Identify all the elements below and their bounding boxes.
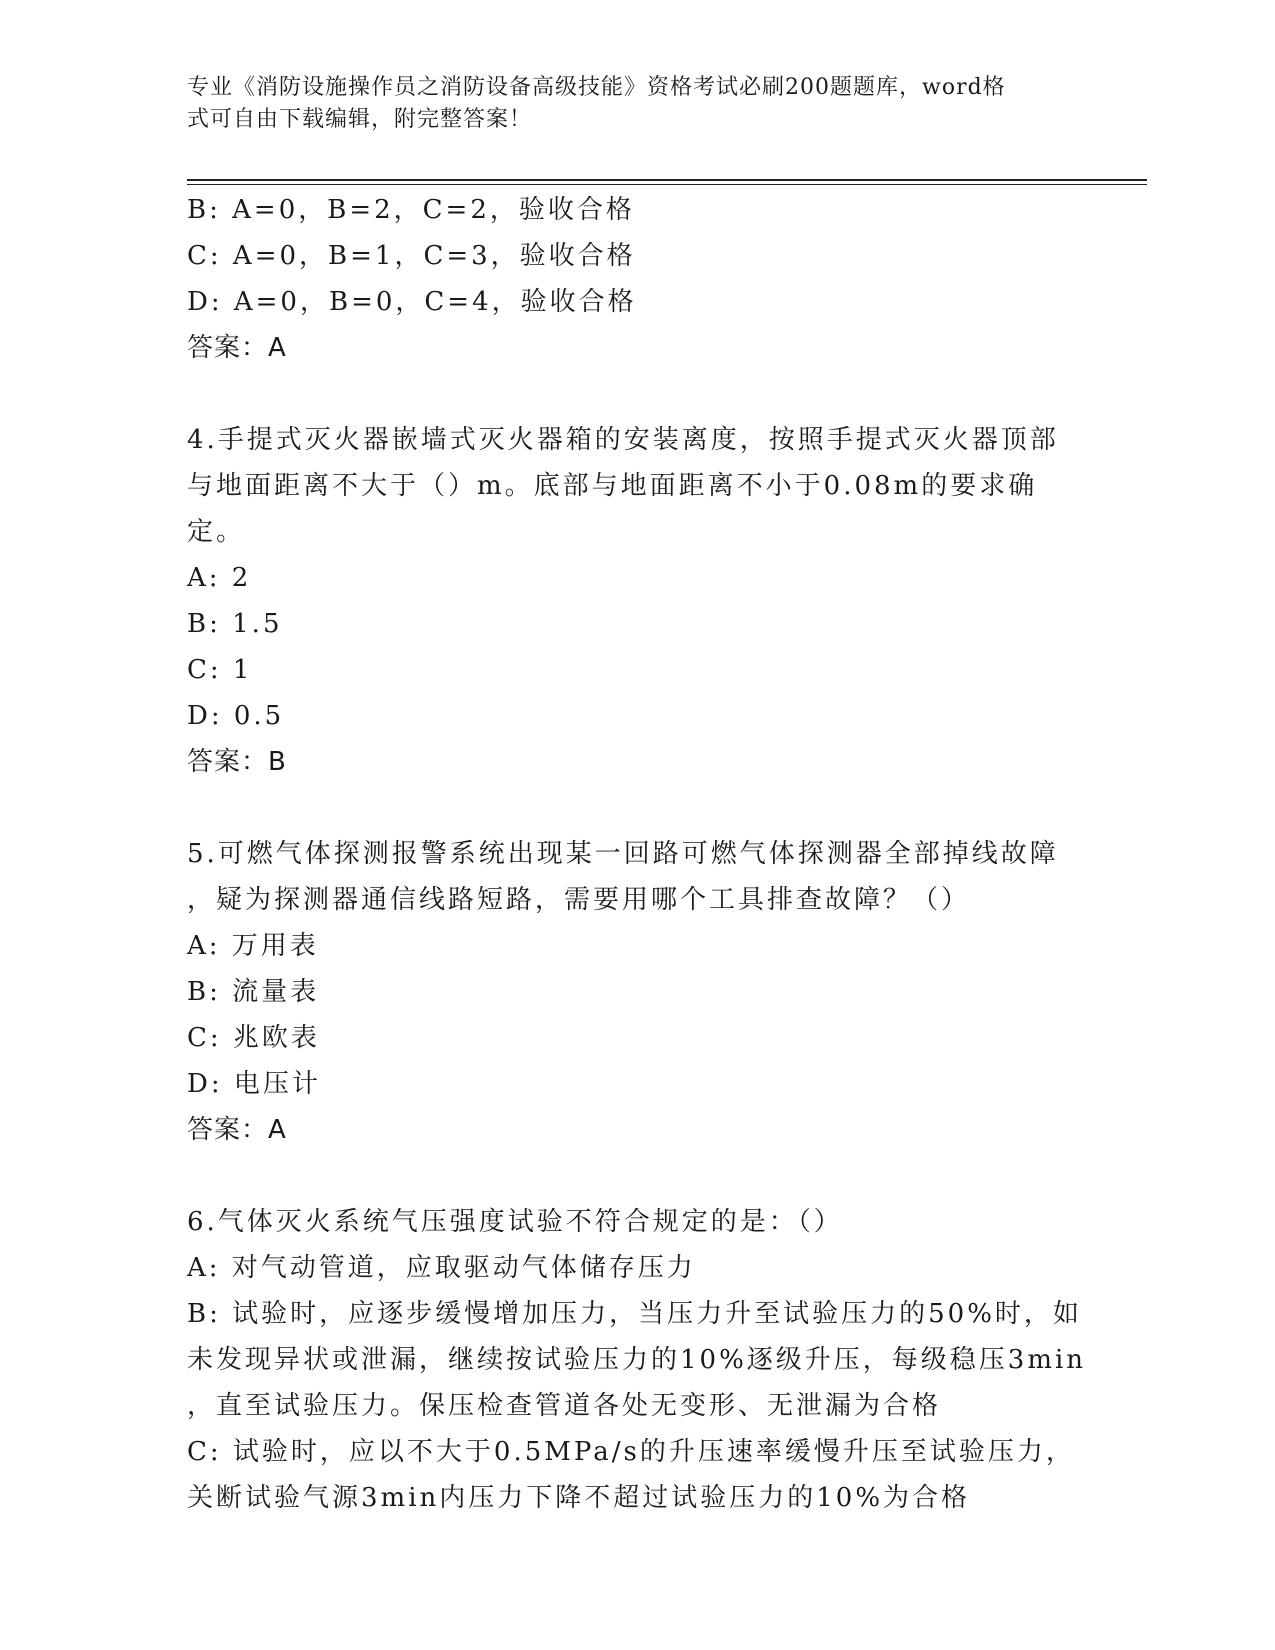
option-d: D: 电压计 bbox=[187, 1069, 321, 1099]
option-a: A: 2 bbox=[187, 563, 252, 593]
answer: 答案：A bbox=[187, 333, 287, 363]
spacer bbox=[187, 371, 1087, 417]
option-b: B: 流量表 bbox=[187, 977, 320, 1007]
option-d: D: A=0，B=0，C=4，验收合格 bbox=[187, 287, 637, 317]
option-c: C: 1 bbox=[187, 655, 253, 685]
answer: 答案：A bbox=[187, 1115, 287, 1145]
header-line-2: 式可自由下载编辑，附完整答案！ bbox=[187, 107, 533, 132]
option-b: B: 试验时，应逐步缓慢增加压力，当压力升至试验压力的50%时，如 bbox=[187, 1299, 1082, 1329]
option-c-continued: 关断试验气源3min内压力下降不超过试验压力的10%为合格 bbox=[187, 1483, 971, 1513]
question-stem-line: 与地面距离不大于（）m。底部与地面距离不小于0.08m的要求确定。 bbox=[187, 471, 1038, 547]
question-4 bbox=[187, 417, 1087, 785]
option-a: A: 万用表 bbox=[187, 931, 319, 961]
option-b: B: A=0，B=2，C=2，验收合格 bbox=[187, 195, 635, 225]
option-c: C: 兆欧表 bbox=[187, 1023, 320, 1053]
question-stem-line: 4.手提式灭火器嵌墙式灭火器箱的安装离度，按照手提式灭火器顶部 bbox=[187, 425, 1059, 455]
question-6 bbox=[187, 1199, 1087, 1521]
question-stem-line: ，疑为探测器通信线路短路，需要用哪个工具排查故障？（） bbox=[187, 885, 971, 915]
option-c: C: A=0，B=1，C=3，验收合格 bbox=[187, 241, 636, 271]
option-a: A: 对气动管道，应取驱动气体储存压力 bbox=[187, 1253, 696, 1283]
question-content bbox=[187, 187, 1087, 1521]
header-divider-thick bbox=[187, 179, 1147, 181]
question-stem-line: 6.气体灭火系统气压强度试验不符合规定的是：（） bbox=[187, 1207, 843, 1237]
question-5 bbox=[187, 831, 1087, 1153]
spacer bbox=[187, 1153, 1087, 1199]
header-divider-thin bbox=[187, 184, 1147, 185]
header-line-1: 专业《消防设施操作员之消防设备高级技能》资格考试必刷200题题库，word格 bbox=[187, 75, 1006, 100]
option-d: D: 0.5 bbox=[187, 701, 285, 731]
document-header bbox=[187, 72, 1087, 136]
option-b: B: 1.5 bbox=[187, 609, 283, 639]
option-b-continued: 未发现异状或泄漏，继续按试验压力的10%逐级升压，每级稳压3min bbox=[187, 1345, 1087, 1375]
option-c: C: 试验时，应以不大于0.5MPa/s的升压速率缓慢升压至试验压力， bbox=[187, 1437, 1075, 1467]
question-stem-line: 5.可燃气体探测报警系统出现某一回路可燃气体探测器全部掉线故障 bbox=[187, 839, 1059, 869]
option-b-continued: ，直至试验压力。保压检查管道各处无变形、无泄漏为合格 bbox=[187, 1391, 942, 1421]
spacer bbox=[187, 785, 1087, 831]
question-3 bbox=[187, 187, 1087, 371]
answer: 答案：B bbox=[187, 747, 287, 777]
